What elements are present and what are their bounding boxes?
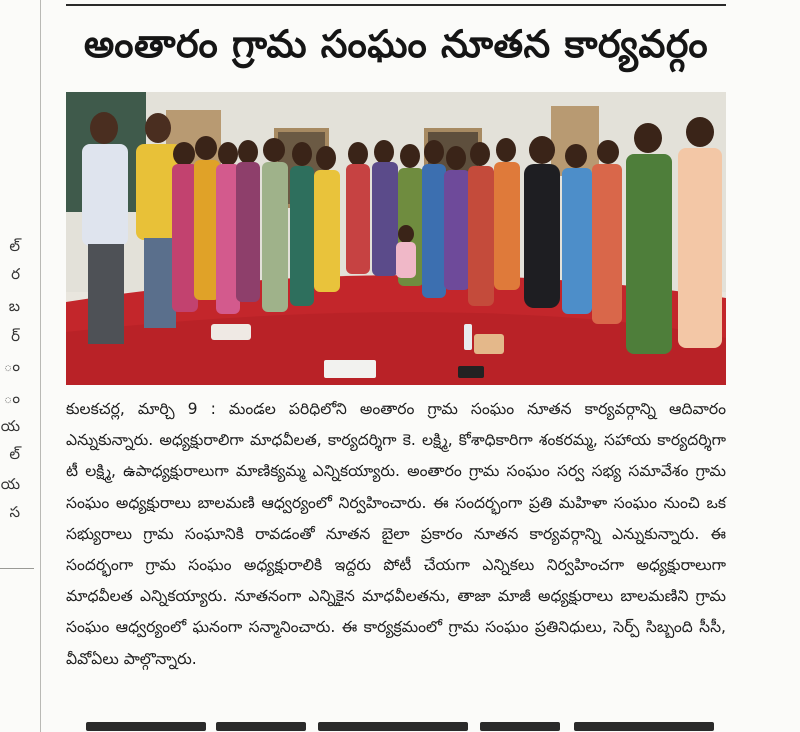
fragment-glyph: ల్ [9,237,20,255]
next-article-headline-fragment [66,712,726,732]
article-body [66,394,726,675]
adjacent-column-fragment [0,0,40,732]
fragment-glyph: ం [3,389,20,407]
fragment-glyph: ర [11,265,20,283]
fragment-glyph: య [0,475,20,493]
fragment-glyph: ర్ [11,327,20,345]
fragment-glyph: బ [8,297,20,315]
fragment-glyph: స [9,503,20,521]
fragment-glyph: య [0,417,20,435]
fragment-glyph: ం [3,357,20,375]
fragment-divider [0,568,34,569]
column-rule [40,0,41,732]
article-headline: అంతారం గ్రామ సంఘం నూతన కార్యవర్గం [83,22,709,66]
group-photo [66,92,726,385]
article-paragraph: కులకచర్ల, మార్చి 9 : మండల పరిధిలోని అంతారం గ్రామ సంఘం నూతన కార్యవర్గాన్ని ఆదివారం ఎన్నుకున్నారు. అధ్యక్షురాలిగా మాధవీలత, కార్యదర్శిగా కె. లక్ష్మి, కోశాధికారిగా శంకరమ్మ, సహాయ కార్యదర్శిగా టీ లక్ష్మి, ఉపాధ్యక్షురాలుగా మాణిక్యమ్మ ఎన్నికయ్యారు. అంతారం గ్రామ సంఘం సర్వ సభ్య సమావేశం గ్రామ సంఘం అధ్యక్షురాలు బాలమణి ఆధ్వర్యంలో నిర్వహించారు. ఈ సందర్భంగా ప్రతి మహిళా సంఘం నుంచి ఒక సభ్యురాలు గ్రామ సంఘానికి రావడంతో నూతన బైలా ప్రకారం నూతన కార్యవర్గాన్ని ఎన్నుకున్నారు. ఈ సందర్భంగా గ్రామ సంఘం అధ్యక్షురాలికి ఇద్దరు పోటీ చేయగా ఎన్నికలు నిర్వహించగా అధ్యక్షురాలుగా మాధవీలత ఎన్నికయ్యారు. నూతనంగా ఎన్నికైన మాధవీలతను, తాజా మాజీ అధ్యక్షురాలు బాలమణిని గ్రామ సంఘం ఆధ్వర్యంలో ఘనంగా సన్మానించారు. ఈ కార్యక్రమంలో గ్రామ సంఘం ప్రతినిధులు, సెర్ప్ సిబ్బంది సీసీ, వీవోఏలు పాల్గొన్నారు. [66,400,726,668]
fragment-glyph: ల్ [9,445,20,463]
top-divider [66,4,726,6]
